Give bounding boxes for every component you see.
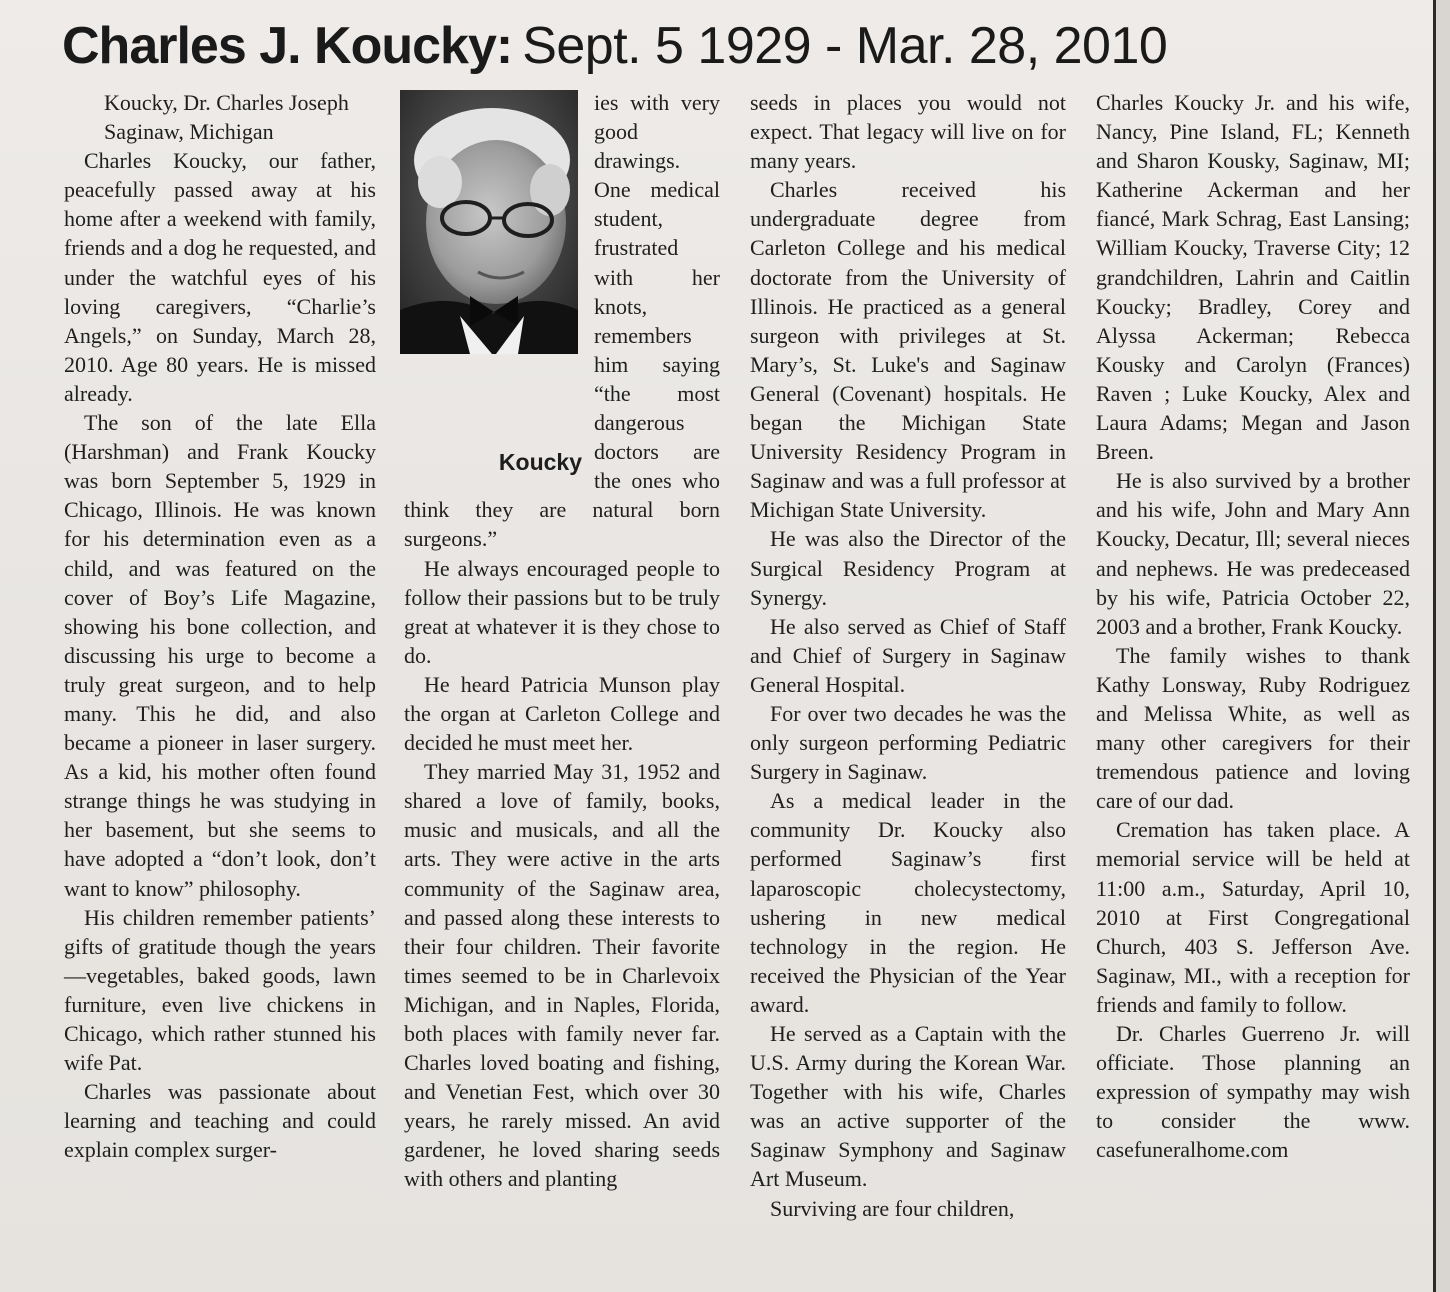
- paragraph: His children remember patients’ gifts of gratitude though the years—vegetables, baked goods, lawn furniture, even live chickens in Chicago, which rather stunned his wife Pat.: [64, 904, 376, 1076]
- paragraph: He served as a Captain with the U.S. Army during the Korean War. Together with his wife, Charles was an active supporter of the Saginaw Symphony and Saginaw Art Museum.: [750, 1021, 1066, 1192]
- paragraph: Charles received his undergraduate degree from Carleton College and his medical doctorate from the University of Illinois. He practiced as a general surgeon with privileges at St. Mary’s, St. Luke's and Saginaw General (Covenant) hospitals. He began the Michigan State University Residency Program in Saginaw and was a full professor at Michigan State University.: [750, 177, 1066, 523]
- paragraph: Charles was passionate about learning and teaching and could explain complex surger-: [64, 1079, 376, 1163]
- paragraph: He always encouraged people to follow their passions but to be truly great at whatever it is they chose to do.: [404, 555, 720, 668]
- article-column-3: [750, 88, 1066, 1223]
- paragraph: He also served as Chief of Staff and Chief of Surgery in Saginaw General Hospital.: [750, 613, 1066, 697]
- page-margin: [1436, 0, 1450, 1292]
- paragraph: He heard Patricia Munson play the organ at Carleton College and decided he must meet her.: [404, 671, 720, 756]
- paragraph: ies with very good drawings. One medical student, frustrated with her knots, remembers him saying “the most dangerous doctors are the ones who think they are natural born surgeons.”: [404, 90, 720, 552]
- column-rule: [1433, 0, 1436, 1292]
- paragraph: They married May 31, 1952 and shared a love of family, books, music and musicals, and all the arts. They were active in the arts community of the Saginaw area, and passed along these interests to their four children. Their favorite times seemed to be in Charlevoix Michigan, and in Naples, Florida, both places with family never far. Charles loved boating and fishing, and Venetian Fest, which over 30 years, he rarely missed. An avid gardener, he loved sharing seeds with others and planting: [404, 759, 720, 1192]
- portrait-figure: [404, 90, 582, 475]
- headline-dates: Sept. 5 1929 - Mar. 28, 2010: [522, 17, 1168, 75]
- article-column-4: [1096, 88, 1410, 1164]
- byline-location: Saginaw, Michigan: [104, 119, 274, 145]
- paragraph: Cremation has taken place. A memorial service will be held at 11:00 a.m., Saturday, April 10, 2010 at First Congregational Church, 403 S. Jefferson Ave. Saginaw, MI., with a reception for friends and family to follow.: [1096, 817, 1410, 1017]
- article-column-2: [404, 88, 720, 1194]
- headline-name: Charles J. Koucky:: [62, 17, 513, 75]
- paragraph: He is also survived by a brother and his wife, John and Mary Ann Koucky, Decatur, Ill; several nieces and nephews. He was predeceased by his wife, Patricia October 22, 2003 and a brother, Frank Koucky.: [1096, 468, 1410, 639]
- photo-caption: Koucky: [498, 449, 582, 475]
- paragraph: Charles Koucky, our father, peacefully passed away at his home after a weekend with family, friends and a dog he requested, and under the watchful eyes of his loving caregivers, “Charlie’s Angels,” on Sunday, March 28, 2010. Age 80 years. He is missed already.: [64, 148, 376, 406]
- byline-name: Koucky, Dr. Charles Joseph: [104, 90, 349, 115]
- article-column-1: [64, 88, 376, 1164]
- paragraph: seeds in places you would not expect. That legacy will live on for many years.: [750, 90, 1066, 174]
- paragraph: As a medical leader in the community Dr. Koucky also performed Saginaw’s first laparoscopic cholecystectomy, ushering in new medical technology in the region. He received the Physician of the Year award.: [750, 788, 1066, 1017]
- paragraph: The son of the late Ella (Harshman) and Frank Koucky was born September 5, 1929 in Chicago, Illinois. He was known for his determination even as a child, and was featured on the cover of Boy’s Life Magazine, showing his bone collection, and discussing his urge to become a truly great surgeon, and to help many. This he did, and also became a pioneer in laser surgery. As a kid, his mother often found strange things he was studying in her basement, but she seems to have adopted a “don’t look, don’t want to know” philosophy.: [64, 410, 376, 901]
- obituary-headline: [62, 14, 1402, 78]
- paragraph: For over two decades he was the only surgeon performing Pediatric Surgery in Saginaw.: [750, 700, 1066, 785]
- paragraph: He was also the Director of the Surgical Residency Program at Synergy.: [750, 526, 1066, 610]
- paragraph: The family wishes to thank Kathy Lonsway, Ruby Rodriguez and Melissa White, as well as many other caregivers for their tremendous patience and loving care of our dad.: [1096, 642, 1410, 814]
- paragraph: Dr. Charles Guerreno Jr. will officiate. Those planning an expression of sympathy may wish to consider the www. casefuneralhome.com: [1096, 1021, 1410, 1163]
- portrait-photo: [400, 90, 578, 354]
- portrait-image: [400, 90, 578, 354]
- paragraph: Charles Koucky Jr. and his wife, Nancy, Pine Island, FL; Kenneth and Sharon Kousky, Saginaw, MI; Katherine Ackerman and her fiancé, Mark Schrag, East Lansing; William Koucky, Traverse City; 12 grandchildren, Lahrin and Caitlin Koucky; Bradley, Corey and Alyssa Ackerman; Rebecca Kousky and Carolyn (Frances) Raven ; Luke Koucky, Alex and Laura Adams; Megan and Jason Breen.: [1096, 90, 1410, 465]
- paragraph: Surviving are four children,: [770, 1195, 1015, 1221]
